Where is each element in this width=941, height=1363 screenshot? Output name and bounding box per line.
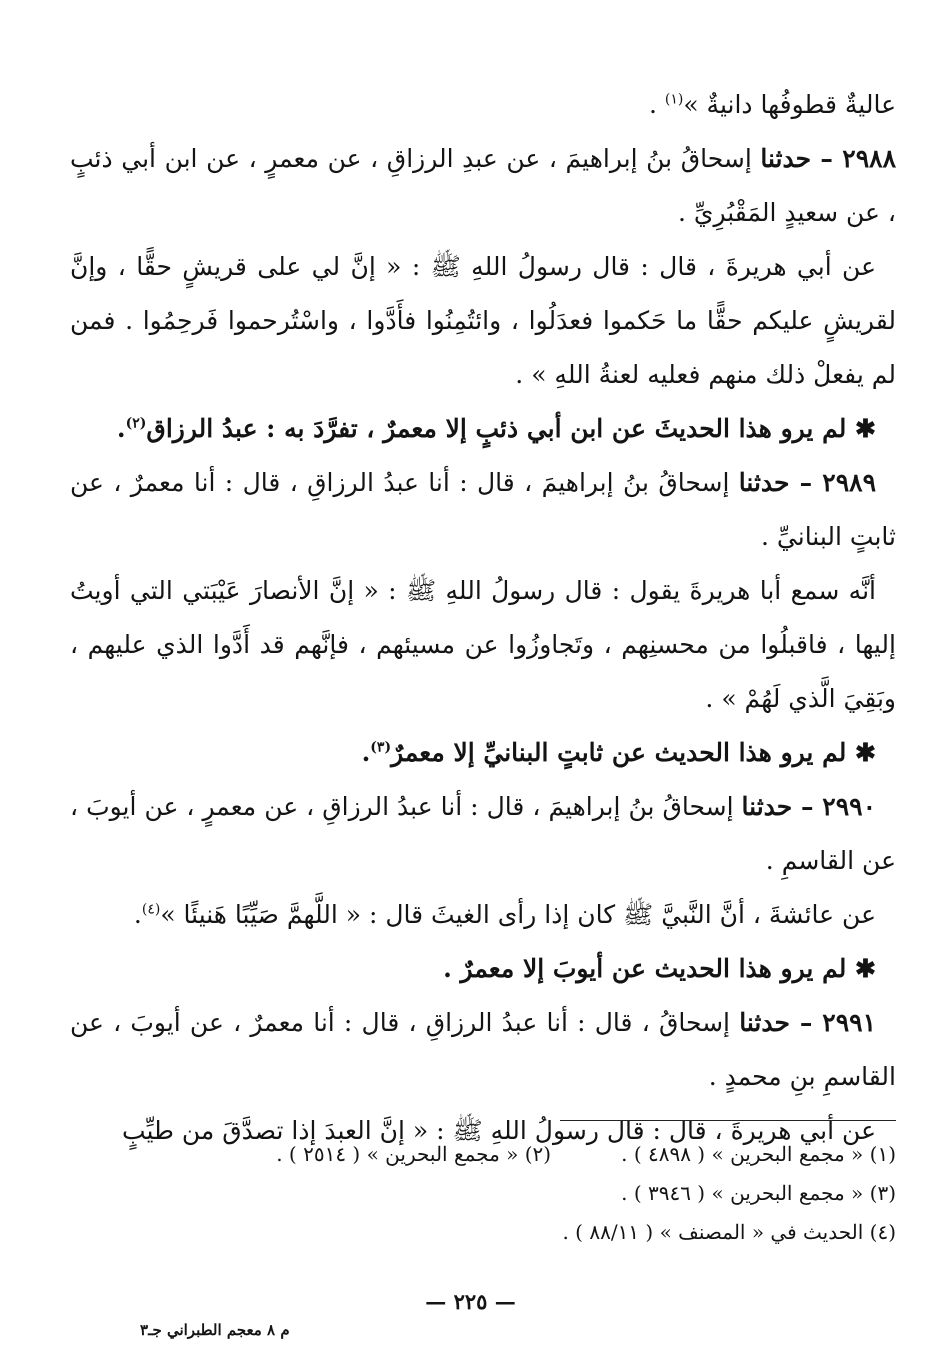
footnote-ref-2: (٢): [125, 415, 147, 432]
main-text: [70, 78, 896, 1158]
matn-text: عن عائشةَ ، أنَّ النَّبيَّ ﷺ كان إذا رأى الغيثَ قال : « اللَّهمَّ صَيِّبًا هَنيئًا »: [160, 900, 876, 929]
hadith-2991-isnad: [70, 996, 896, 1104]
note-end: .: [361, 738, 371, 767]
footnote-ref-1: (١): [664, 91, 684, 108]
continuation-end: .: [648, 90, 657, 119]
line-continuation: [70, 78, 896, 132]
footnote-4: (٤) الحديث في « المصنف » ( ٨٨/١١ ) .: [562, 1220, 896, 1244]
note-text: ✱ لم يرو هذا الحديثَ عن ابن أبي ذئبٍ إلا معمرٌ ، تفرَّدَ به : عبدُ الرزاق: [146, 414, 876, 443]
hadith-2990-isnad: [70, 780, 896, 888]
hadith-2989-isnad: [70, 456, 896, 564]
note-text: ✱ لم يرو هذا الحديث عن ثابتٍ البنانيِّ إلا معمرٌ: [391, 738, 876, 767]
isnad-text: إسحاقُ بنُ إبراهيمَ ، عن عبدِ الرزاقِ ، عن معمرٍ ، عن ابن أبي ذئبٍ ، عن سعيدٍ المَقْبُرِيِّ .: [70, 144, 896, 227]
hadith-number: ٢٩٨٨ – حدثنا: [760, 144, 897, 173]
isnad-text: إسحاقُ بنُ إبراهيمَ ، قال : أنا عبدُ الرزاقِ ، عن معمرٍ ، عن أيوبَ ، عن القاسمِ .: [70, 792, 896, 875]
footnote-3: (٣) « مجمع البحرين » ( ٣٩٤٦ ) .: [621, 1181, 896, 1205]
isnad-text: إسحاقُ بنُ إبراهيمَ ، قال : أنا عبدُ الرزاقِ ، قال : أنا معمرٌ ، عن ثابتٍ البنانيِّ .: [70, 468, 896, 551]
hadith-2988-isnad: [70, 132, 896, 240]
hadith-2989-matn: أنَّه سمع أبا هريرةَ يقول : قال رسولُ اللهِ ﷺ : « إنَّ الأنصارَ عَيْبَتي التي أويتُ إليها ، فاقبلُوا من محسنِهم ، وتَجاوزُوا عن مسيئهم ، فإنَّهم قد أَدَّوا الذي عليهم ، وبَقِيَ الَّذي لَهُمْ » .: [70, 576, 896, 713]
footnote-ref-4: (٤): [141, 901, 161, 918]
continuation-text: عاليةٌ قطوفُها دانيةٌ »: [683, 90, 896, 119]
hadith-2989-note: [70, 726, 896, 780]
hadith-number: ٢٩٨٩ – حدثنا: [738, 468, 876, 497]
hadith-number: ٢٩٩١ – حدثنا: [739, 1008, 877, 1037]
hadith-2988-note: [70, 402, 896, 456]
footnote-1: (١) « مجمع البحرين » ( ٤٨٩٨ ) .: [621, 1142, 896, 1166]
printer-signature: م ٨ معجم الطبراني جـ٣: [140, 1321, 290, 1339]
hadith-2990-matn: [70, 888, 896, 942]
hadith-2991-matn: عن أبي هريرةَ ، قال : قال رسولُ اللهِ ﷺ : « إنَّ العبدَ إذا تصدَّقَ من طيِّبٍ: [121, 1116, 876, 1145]
hadith-2990-note: ✱ لم يرو هذا الحديث عن أيوبَ إلا معمرٌ .: [443, 954, 876, 983]
matn-end: .: [133, 900, 142, 929]
footnote-divider: [560, 1120, 896, 1121]
isnad-text: إسحاقُ ، قال : أنا عبدُ الرزاقِ ، قال : أنا معمرٌ ، عن أيوبَ ، عن القاسمِ بنِ محمدٍ .: [70, 1008, 896, 1091]
page-number: — ٢٢٥ —: [425, 1289, 516, 1314]
hadith-number: ٢٩٩٠ – حدثنا: [741, 792, 876, 821]
footnote-ref-3: (٣): [370, 739, 392, 756]
hadith-2988-matn: عن أبي هريرةَ ، قال : قال رسولُ اللهِ ﷺ : « إنَّ لي على قريشٍ حقًّا ، وإنَّ لقريشٍ عليكم حقًّا ما حَكموا فعدَلُوا ، وائتُمِنُوا فأَدَّوا ، واسْتُرحموا فَرحِمُوا . فمن لم يفعلْ ذلك منهم فعليه لعنةُ اللهِ » .: [70, 252, 896, 389]
note-end: .: [116, 414, 126, 443]
footnotes: [70, 1135, 896, 1252]
footnote-2: (٢) « مجمع البحرين » ( ٢٥١٤ ) .: [276, 1142, 552, 1166]
footnote-row: [70, 1135, 896, 1174]
